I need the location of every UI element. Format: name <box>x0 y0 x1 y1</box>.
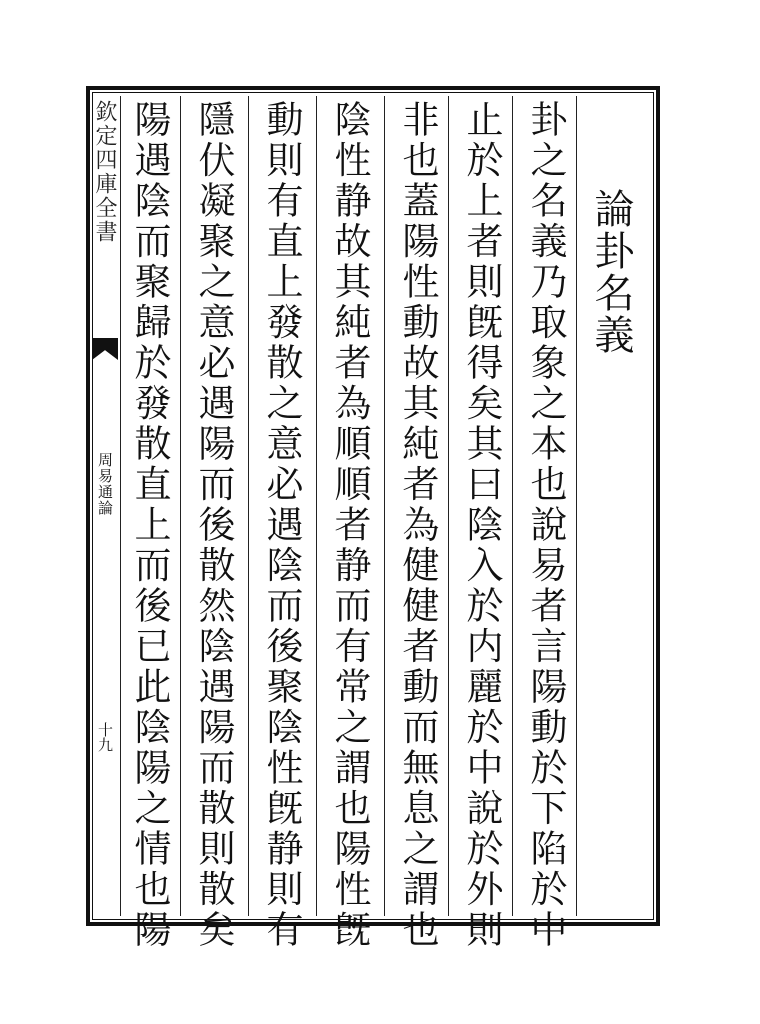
column-rule <box>448 96 449 916</box>
column-rule <box>180 96 181 916</box>
book-title: 周易通論 <box>96 452 114 516</box>
collection-title: 欽定四庫全書 <box>92 100 117 244</box>
page-number: 十九 <box>96 722 114 752</box>
column-rule <box>512 96 513 916</box>
column-rule <box>248 96 249 916</box>
column-rule <box>120 96 121 916</box>
text-column-4: 陰性静故其純者為順順者静而有常之謂也陽性旣 <box>328 100 371 951</box>
text-column-3: 非也蓋陽性動故其純者為健健者動而無息之謂也 <box>396 100 439 951</box>
column-rule <box>384 96 385 916</box>
text-column-1: 卦之名義乃取象之本也說易者言陽動於下陷於中 <box>524 100 567 951</box>
text-column-5: 動則有直上發散之意必遇陰而後聚陰性旣静則有 <box>260 100 303 951</box>
section-heading: 論卦名義 <box>588 188 634 356</box>
column-rule <box>576 96 577 916</box>
text-column-7: 陽遇陰而聚歸於發散直上而後已此陰陽之情也陽 <box>128 100 171 951</box>
text-column-2: 止於上者則旣得矣其曰陰入於内麗於中說於外則 <box>460 100 503 951</box>
column-rule <box>316 96 317 916</box>
page-inner-border <box>92 92 654 951</box>
text-column-6: 隱伏凝聚之意必遇陽而後散然陰遇陽而散則散矣 <box>192 100 235 951</box>
